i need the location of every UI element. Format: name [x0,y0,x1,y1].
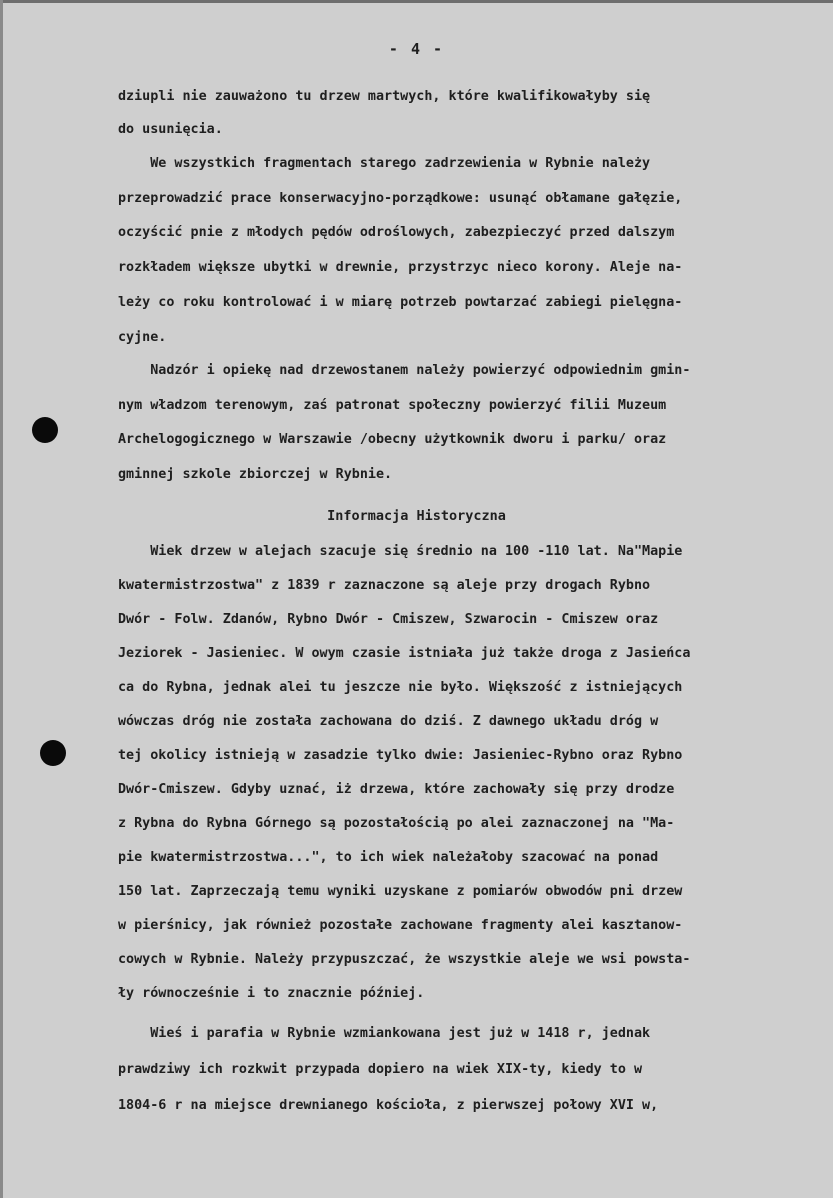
text-line: przeprowadzić prace konserwacyjno-porządkowe: usunąć obłamane gałęzie, [118,191,683,206]
page-left-edge [0,0,3,1198]
text-line: w pierśnicy, jak również pozostałe zachowane fragmenty alei kasztanow- [118,918,683,933]
text-line: gminnej szkole zbiorczej w Rybnie. [118,467,393,482]
text-line: dziupli nie zauważono tu drzew martwych, które kwalifikowałyby się [118,89,651,104]
text-line: tej okolicy istnieją w zasadzie tylko dwie: Jasieniec-Rybno oraz Rybno [118,748,683,763]
text-line: cyjne. [118,330,167,345]
text-line: 150 lat. Zaprzeczają temu wyniki uzyskane z pomiarów obwodów pni drzew [118,884,683,899]
text-line: pie kwatermistrzostwa...", to ich wiek należałoby szacować na ponad [118,850,659,865]
page-top-edge [0,0,833,3]
text-line: oczyścić pnie z młodych pędów odroślowych, zabezpieczyć przed dalszym [118,225,675,240]
text-line: cowych w Rybnie. Należy przypuszczać, że wszystkie aleje we wsi powsta- [118,952,691,967]
text-line: z Rybna do Rybna Górnego są pozostałością po alei zaznaczonej na "Ma- [118,816,675,831]
text-line: wówczas dróg nie została zachowana do dziś. Z dawnego układu dróg w [118,714,659,729]
text-line: nym władzom terenowym, zaś patronat społeczny powierzyć filii Muzeum [118,398,667,413]
text-line: kwatermistrzostwa" z 1839 r zaznaczone są aleje przy drogach Rybno [118,578,651,593]
text-line: Jeziorek - Jasieniec. W owym czasie istniała już także droga z Jasieńca [118,646,691,661]
section-title: Informacja Historyczna [327,508,506,524]
text-line: do usunięcia. [118,122,223,137]
page-number: - 4 - [388,40,445,58]
text-line: We wszystkich fragmentach starego zadrzewienia w Rybnie należy [118,156,651,171]
text-line: Dwór - Folw. Zdanów, Rybno Dwór - Cmiszew, Szwarocin - Cmiszew oraz [118,612,659,627]
text-line: Archelogogicznego w Warszawie /obecny użytkownik dworu i parku/ oraz [118,432,667,447]
text-line: Wiek drzew w alejach szacuje się średnio na 100 -110 lat. Na"Mapie [118,544,683,559]
text-line: Dwór-Cmiszew. Gdyby uznać, iż drzewa, które zachowały się przy drodze [118,782,675,797]
text-line: ca do Rybna, jednak alei tu jeszcze nie było. Większość z istniejących [118,680,683,695]
text-line: Wieś i parafia w Rybnie wzmiankowana jest już w 1418 r, jednak [118,1026,651,1041]
text-line: ły równocześnie i to znacznie później. [118,986,425,1001]
punch-hole-lower [40,740,66,766]
text-line: rozkładem większe ubytki w drewnie, przystrzyc nieco korony. Aleje na- [118,260,683,275]
text-line: leży co roku kontrolować i w miarę potrzeb powtarzać zabiegi pielęgna- [118,295,683,310]
text-line: prawdziwy ich rozkwit przypada dopiero na wiek XIX-ty, kiedy to w [118,1062,643,1077]
text-line: 1804-6 r na miejsce drewnianego kościoła, z pierwszej połowy XVI w, [118,1098,659,1113]
text-line: Nadzór i opiekę nad drzewostanem należy powierzyć odpowiednim gmin- [118,363,691,378]
punch-hole-upper [32,417,58,443]
